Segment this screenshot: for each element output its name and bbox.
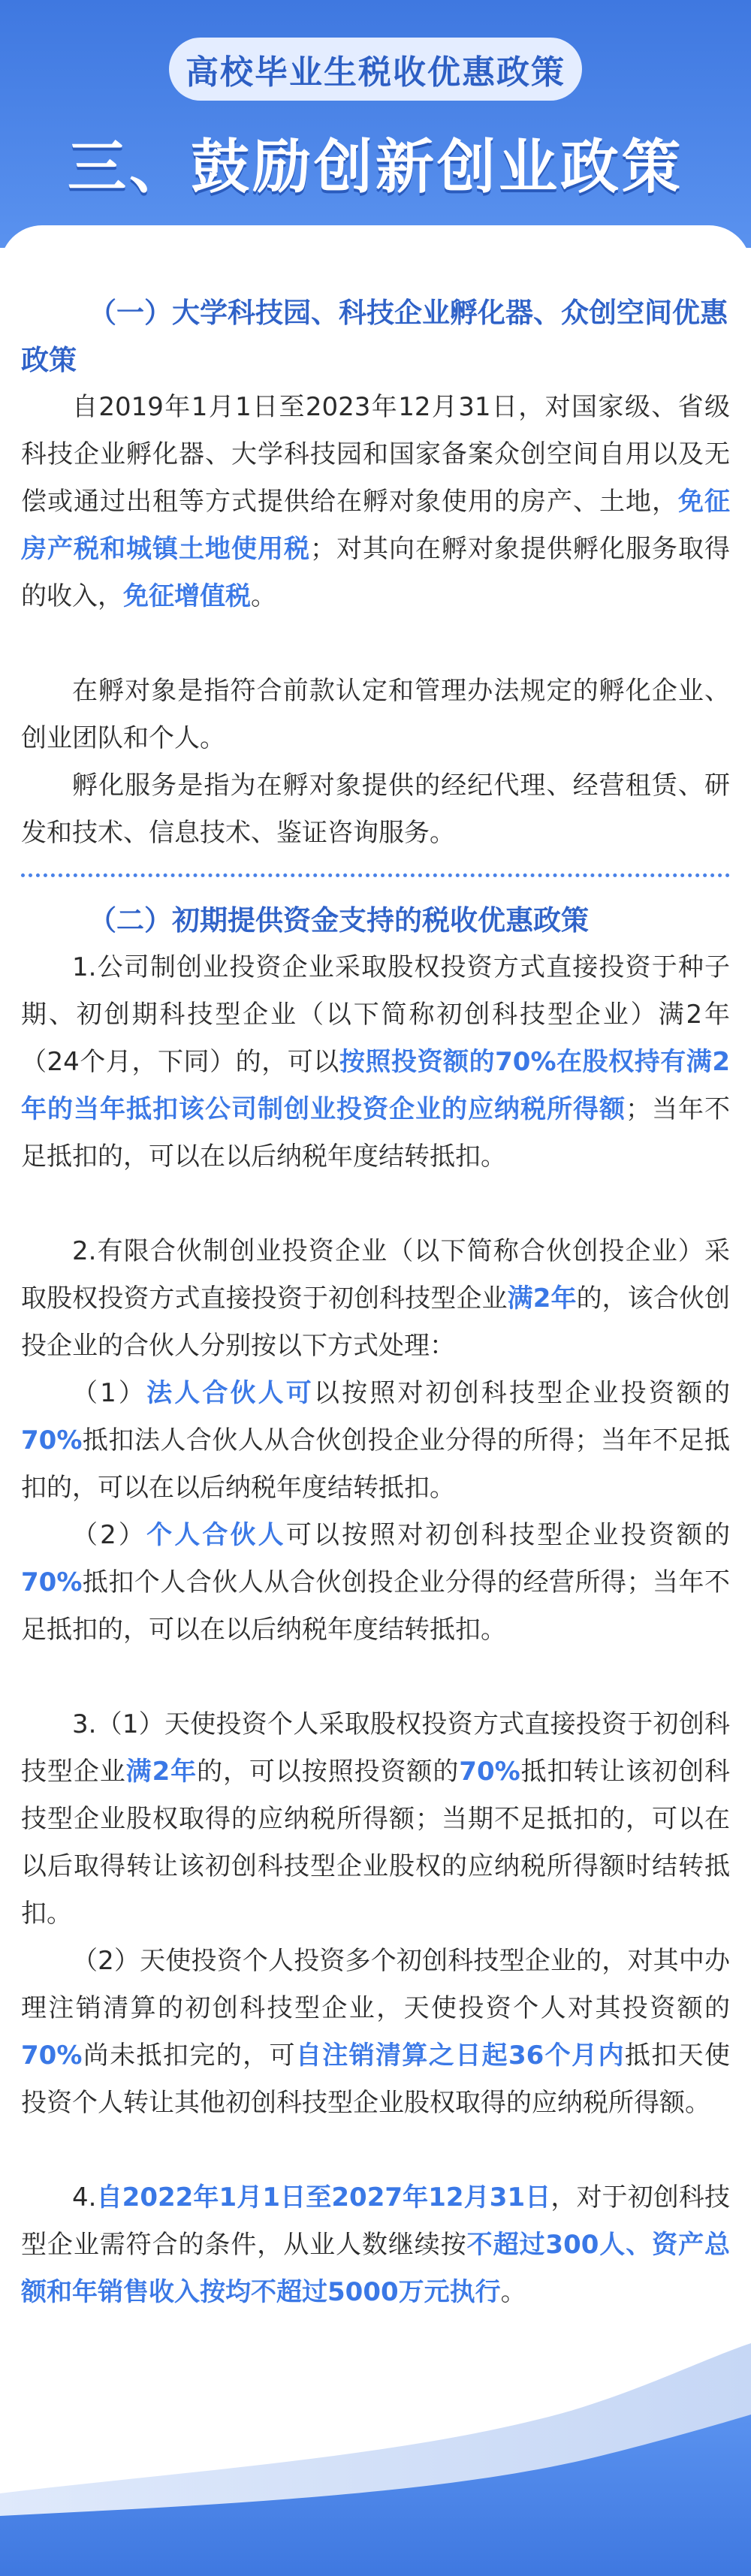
highlight-span: 个人合伙人 (146, 1520, 286, 1550)
text-span: （2） (72, 1520, 147, 1550)
text-span: 以按照对初创科技型企业投资额的 (313, 1378, 731, 1408)
highlight-span: 免征房产税和城镇土地使用税 (21, 487, 730, 564)
text-span: （1） (72, 1378, 147, 1408)
header-pill: 高校毕业生税收优惠政策 (169, 38, 582, 101)
highlight-span: 不超过300人、资产总额和年销售收入按均不超过5000万元执行 (21, 2230, 730, 2307)
text-span: 。 (251, 581, 276, 611)
highlight-span: 70% (21, 2041, 83, 2071)
highlight-span: 70% (21, 1567, 83, 1597)
text-span: 抵扣个人合伙人从合伙创投企业分得的经营所得；当年不足抵扣的，可以在以后纳税年度结转抵扣。 (21, 1567, 730, 1645)
highlight-span: 70% (21, 1425, 83, 1455)
text-span: 的，可以按照投资额的 (197, 1757, 460, 1787)
text-span: 抵扣法人合伙人从合伙创投企业分得的所得；当年不足抵扣的，可以在以后纳税年度结转抵扣。 (21, 1425, 730, 1503)
section2-item-1 (21, 944, 730, 1181)
section2-item-4 (21, 2174, 730, 2316)
header-banner (0, 0, 751, 248)
text-span: 可以按照对初创科技型企业投资额的 (285, 1520, 731, 1550)
text-span: 3.（1）天使投资个人采取股权投资方式直接投资于初创科技型企业 (21, 1709, 730, 1787)
spacer (21, 2127, 730, 2174)
article-body (21, 289, 730, 2316)
bottom-wave-decoration (0, 2343, 751, 2576)
section-title-1: （一）大学科技园、科技企业孵化器、众创空间优惠政策 (21, 297, 728, 376)
section2-item-2a (21, 1370, 730, 1512)
highlight-span: 自2022年1月1日至2027年12月31日 (96, 2182, 551, 2213)
text-span: 的，该合伙创投企业的合伙人分别按以下方式处理： (21, 1283, 730, 1361)
text-span: 1.公司制创业投资企业采取股权投资方式直接投资于种子期、初创期科技型企业（以下简称初创科技型企业）满2年（24个月，下同）的，可以 (21, 952, 730, 1077)
spacer (21, 620, 730, 668)
dotted-divider (21, 873, 730, 877)
section2-item-3a (21, 1701, 730, 1938)
section1-paragraph-1 (21, 384, 730, 620)
text-span: 。 (500, 2277, 526, 2307)
text-span: ；对其向在孵对象提供孵化服务取得的收入， (21, 534, 730, 611)
page-title: 三、鼓励创新创业政策 (67, 134, 683, 201)
spacer (21, 1654, 730, 1701)
highlight-span: 法人合伙人可 (146, 1378, 314, 1408)
section-title-2: （二）初期提供资金支持的税收优惠政策 (89, 904, 589, 937)
highlight-span: 70% (459, 1757, 520, 1787)
spacer (21, 1181, 730, 1228)
section1-paragraph-3: 孵化服务是指为在孵对象提供的经纪代理、经营租赁、研发和技术、信息技术、鉴证咨询服务。 (21, 771, 730, 848)
text-span: ，对于初创科技型企业需符合的条件，从业人数继续按 (21, 2182, 730, 2260)
highlight-span: 免征增值税 (123, 581, 251, 611)
highlight-span: 满2年 (507, 1283, 577, 1314)
section1-paragraph-2: 在孵对象是指符合前款认定和管理办法规定的孵化企业、创业团队和个人。 (21, 676, 730, 753)
highlight-span: 自注销清算之日起36个月内 (295, 2041, 625, 2071)
text-span: ；当年不足抵扣的，可以在以后纳税年度结转抵扣。 (21, 1094, 730, 1172)
text-span: 4. (72, 2182, 97, 2213)
highlight-span: 满2年 (125, 1757, 198, 1787)
text-span: 自2019年1月1日至2023年12月31日，对国家级、省级科技企业孵化器、大学科技园和国家备案众创空间自用以及无偿或通过出租等方式提供给在孵对象使用的房产、土地， (21, 392, 730, 517)
text-span: 尚未抵扣完的，可 (82, 2041, 296, 2071)
section2-item-2 (21, 1228, 730, 1370)
section2-item-3b (21, 1938, 730, 2127)
section2-item-2b (21, 1512, 730, 1654)
text-span: 抵扣天使投资个人转让其他初创科技型企业股权取得的应纳税所得额。 (21, 2041, 731, 2118)
highlight-span: 按照投资额的70%在股权持有满2年的当年抵扣该公司制创业投资企业的应纳税所得额 (21, 1047, 730, 1124)
text-span: （2）天使投资个人投资多个初创科技型企业的，对其中办理注销清算的初创科技型企业，天使投资个人对其投资额的 (21, 1946, 730, 2023)
text-span: 2.有限合伙制创业投资企业（以下简称合伙创投企业）采取股权投资方式直接投资于初创科技型企业 (21, 1236, 730, 1314)
text-span: 抵扣转让该初创科技型企业股权取得的应纳税所得额；当期不足抵扣的，可以在以后取得转让该初创科技型企业股权的应纳税所得额时结转抵扣。 (21, 1757, 731, 1929)
